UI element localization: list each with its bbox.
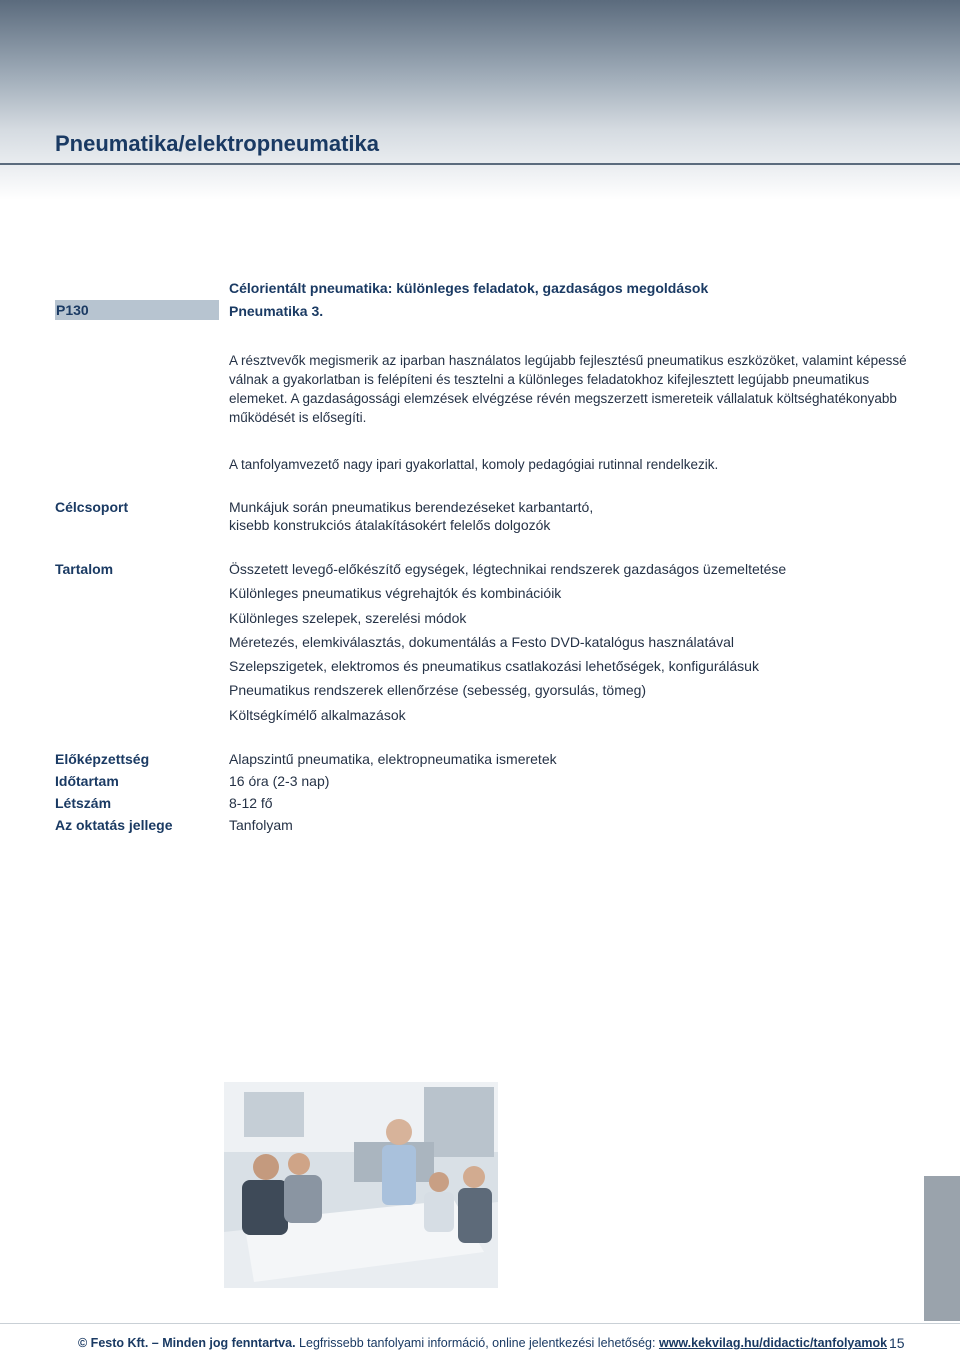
header-band: [0, 0, 960, 200]
footer-text: [78, 1336, 887, 1350]
side-tab: [924, 1176, 960, 1321]
copyright-text: © Festo Kft. – Minden jog fenntartva.: [78, 1336, 296, 1350]
footer-info: Legfrissebb tanfolyami információ, online jelentkezési lehetőség:: [295, 1336, 659, 1350]
classroom-photo: [224, 1082, 498, 1288]
course-description: A résztvevők megismerik az iparban használatos legújabb fejlesztésű pneumatikus eszközöket, valamint képessé válnak a gyakorlatban is felépíteni és tesztelni a különleges feladatokhoz kifejlesztett legújabb pneumatikus elemeket. A gazdaságossági elemzések elvégzése révén megszerzett ismereteik vállalatuk költséghatékonyabb működését is elősegíti.: [229, 353, 907, 425]
course-title: Célorientált pneumatika: különleges feladatok, gazdaságos megoldások: [229, 280, 709, 296]
course-subtitle: Pneumatika 3.: [229, 303, 324, 319]
list-item: Költségkímélő alkalmazások: [229, 706, 406, 723]
page-title: Pneumatika/elektropneumatika: [55, 131, 380, 156]
prerequisite-value: Alapszintű pneumatika, elektropneumatika ismeretek: [229, 751, 557, 767]
content-label: Tartalom: [55, 561, 114, 577]
list-item: Szelepszigetek, elektromos és pneumatikus csatlakozási lehetőségek, konfigurálásuk: [229, 658, 759, 675]
target-group-line2: kisebb konstrukciós átalakításokért felelős dolgozók: [229, 517, 551, 533]
list-item: Pneumatikus rendszerek ellenőrzése (sebesség, gyorsulás, tömeg): [229, 682, 647, 699]
training-type-value: Tanfolyam: [229, 817, 293, 833]
list-item: Különleges pneumatikus végrehajtók és kombinációik: [229, 585, 562, 602]
course-code: P130: [55, 300, 219, 320]
headcount-value: 8-12 fő: [229, 795, 273, 811]
page-number: 15: [889, 1335, 905, 1351]
footer-divider: [0, 1323, 960, 1324]
header-divider: [0, 163, 960, 165]
training-link[interactable]: www.kekvilag.hu/didactic/tanfolyamok: [658, 1336, 888, 1350]
target-group-line1: Munkájuk során pneumatikus berendezéseket karbantartó,: [229, 499, 594, 515]
list-item: Különleges szelepek, szerelési módok: [229, 609, 467, 626]
prerequisite-label: Előképzettség: [55, 751, 150, 767]
duration-label: Időtartam: [55, 773, 119, 789]
target-group-label: Célcsoport: [55, 499, 129, 515]
list-item: Méretezés, elemkiválasztás, dokumentálás a Festo DVD-katalógus használatával: [229, 633, 735, 650]
list-item: Összetett levegő-előkészítő egységek, légtechnikai rendszerek gazdaságos üzemeltetése: [229, 561, 787, 577]
content-list: [229, 560, 786, 730]
training-type-label: Az oktatás jellege: [55, 817, 173, 833]
instructor-note: A tanfolyamvezető nagy ipari gyakorlattal, komoly pedagógiai rutinnal rendelkezik.: [229, 457, 719, 472]
headcount-label: Létszám: [55, 795, 112, 811]
duration-value: 16 óra (2-3 nap): [229, 773, 330, 789]
